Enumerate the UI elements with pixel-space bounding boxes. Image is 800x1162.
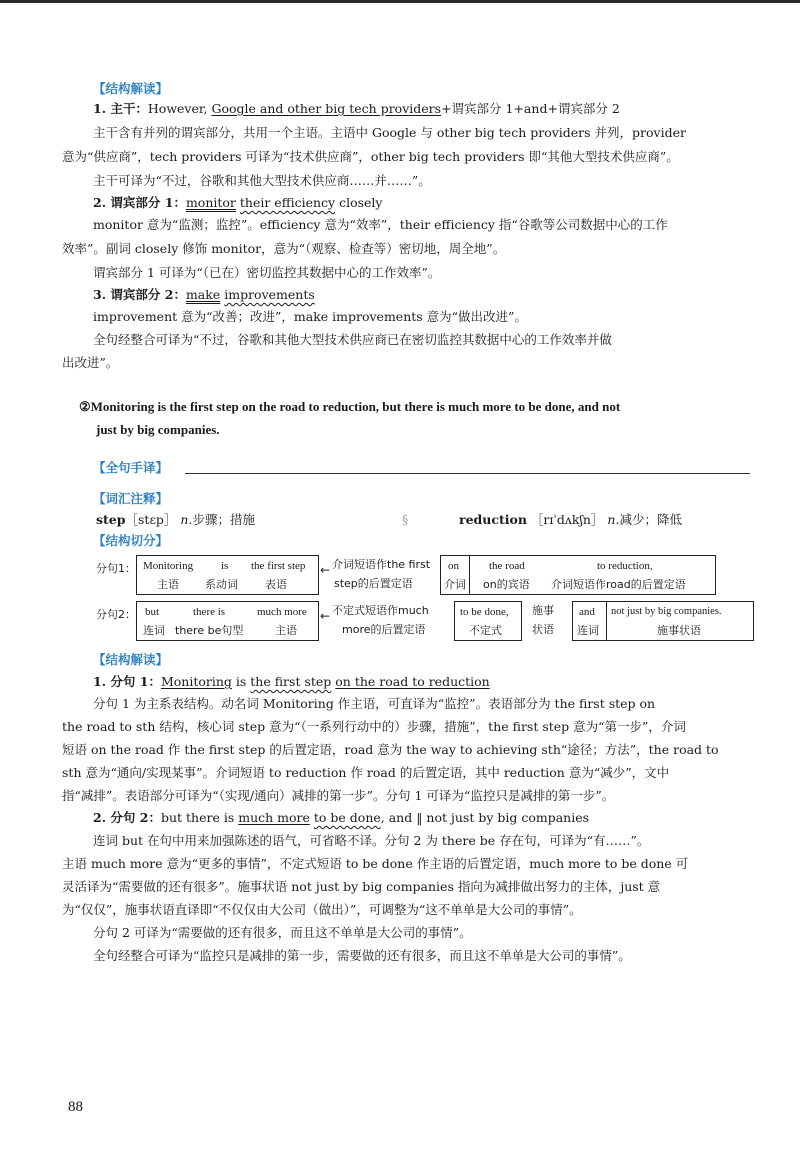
page-number: 88 [68, 1099, 83, 1115]
heading-text: but there is [160, 810, 239, 825]
note: step的后置定语 [334, 577, 413, 590]
object-underlined: improvements [224, 287, 315, 302]
word: much more [257, 606, 307, 618]
paragraph: 分句 1 为主系表结构。动名词 Monitoring 作主语，可直译为“监控”。表语部分为 the first step on [93, 696, 656, 711]
note: 状语 [532, 623, 554, 636]
section-title-vocab: 【词汇注释】 [93, 491, 169, 506]
section-title-structure-2: 【结构解读】 [93, 652, 169, 667]
section-title-split: 【结构切分】 [93, 533, 169, 548]
word: is [221, 560, 229, 572]
vocab-pos: n. [180, 512, 193, 527]
subject-underlined: much more [238, 810, 310, 825]
role: 表语 [265, 578, 287, 591]
predicative-underlined: the first step [250, 674, 332, 689]
vocab-pos: n. [607, 512, 620, 527]
clause-2-box-infinitive [454, 601, 522, 641]
vocab-word: reduction [459, 512, 527, 527]
subject-underlined: Monitoring [160, 674, 232, 689]
vocab-phonetic: ［rɪˈdʌkʃn］ [530, 512, 604, 527]
clause-1-box-core [136, 555, 319, 595]
paragraph: 效率”。副词 closely 修饰 monitor，意为“（观察、检查等）密切地，周全地”。 [62, 241, 506, 256]
paragraph: 指“减排”。表语部分可译为“（实现/通向）减排的第一步”。分句 1 可译为“监控只是减排的第一步”。 [62, 788, 615, 803]
subject-underlined: Google and other big tech providers [211, 101, 442, 116]
paragraph: sth 意为“通向/实现某事”。介词短语 to reduction 作 road 的后置定语，其中 reduction 意为“减少”，文中 [62, 765, 670, 780]
paragraph: 全句经整合可译为“不过，谷歌和其他大型技术供应商已在密切监控其数据中心的工作效率并做 [93, 332, 612, 347]
heading-label: 3. 谓宾部分 2： [93, 287, 186, 302]
clause-2-label: 分句2： [96, 608, 136, 621]
role: 连词 [577, 624, 599, 637]
paragraph: 分句 2 可译为“需要做的还有很多，而且这不单单是大公司的事情”。 [93, 925, 472, 940]
translation-blank-line [185, 473, 750, 474]
role: 主语 [275, 624, 297, 637]
word: and [579, 606, 595, 618]
paragraph: 为“仅仅”，施事状语直译即“不仅仅由大公司（做出）”，可调整为“这不单单是大公司的事情”。 [62, 902, 582, 917]
modifier-underlined: on the road to reduction [335, 674, 490, 689]
heading-clause-1 [93, 671, 490, 693]
heading-clause-2 [93, 807, 589, 829]
role: 主语 [157, 578, 179, 591]
paragraph: 谓宾部分 1 可译为“（已在）密切监控其数据中心的工作效率”。 [93, 265, 441, 280]
heading-predicate-1 [93, 192, 382, 214]
heading-text: , and ‖ not just by big companies [380, 810, 590, 825]
paragraph: 意为“供应商”，tech providers 可译为“技术供应商”，other big tech providers 即“其他大型技术供应商”。 [62, 149, 679, 164]
section-title-structure-1: 【结构解读】 [93, 81, 169, 96]
divider [469, 556, 470, 594]
heading-label: 1. 分句 1： [93, 674, 161, 689]
heading-main-clause [93, 98, 620, 120]
word: to be done, [460, 606, 509, 618]
predicate-underlined: monitor [185, 195, 236, 210]
clause-1-label: 分句1： [96, 562, 136, 575]
heading-text: However, [147, 101, 212, 116]
object-underlined: their efficiency [239, 195, 336, 210]
role: 介词短语作road的后置定语 [551, 578, 686, 591]
paragraph: 主干含有并列的谓宾部分，共用一个主语。主语中 Google 与 other big tech providers 并列，provider [93, 125, 686, 140]
arrow-left-icon: ← [320, 609, 331, 623]
top-rule [0, 0, 800, 3]
vocab-phonetic: ［stɛp］ [125, 512, 177, 527]
role: 连词 [143, 624, 165, 637]
paragraph: 灵活译为“需要做的还有很多”。施事状语 not just by big companies 指向为减排做出努力的主体，just 意 [62, 879, 661, 894]
note: 介词短语作the first [332, 558, 431, 571]
vocab-entry-step [96, 509, 255, 531]
note: 施事 [532, 604, 554, 617]
role: 介词 [444, 578, 466, 591]
role: 施事状语 [657, 624, 701, 637]
word: not just by big companies. [611, 606, 722, 617]
role: 不定式 [469, 624, 502, 637]
heading-text: is [231, 674, 251, 689]
word: to reduction, [597, 560, 653, 572]
heading-text: closely [335, 195, 383, 210]
arrow-left-icon: ← [320, 563, 331, 577]
heading-label: 2. 分句 2： [93, 810, 161, 825]
clause-2-box-core [136, 601, 319, 641]
paragraph: 出改进”。 [62, 355, 119, 370]
paragraph: improvement 意为“改善；改进”，make improvements 意为“做出改进”。 [93, 309, 527, 324]
clause-1-box-modifier [440, 555, 716, 595]
paragraph: 主干可译为“不过，谷歌和其他大型技术供应商……并……”。 [93, 173, 431, 188]
vocab-separator: § [402, 512, 409, 527]
word: the road [489, 560, 525, 572]
note: 不定式短语作much [332, 604, 429, 617]
paragraph: 主语 much more 意为“更多的事情”，不定式短语 to be done 作主语的后置定语，much more to be done 可 [62, 856, 689, 871]
vocab-definition: 减少；降低 [619, 512, 682, 527]
heading-label: 2. 谓宾部分 1： [93, 195, 186, 210]
word: there is [193, 606, 226, 618]
word: the first step [251, 560, 306, 572]
paragraph: 短语 on the road 作 the first step 的后置定语，road 意为 the way to achieving sth“途径；方法”，the road to [62, 742, 719, 757]
word: but [145, 606, 160, 618]
role: there be句型 [175, 624, 244, 637]
paragraph: the road to sth 结构，核心词 step 意为“（一系列行动中的）步骤，措施”，the first step 意为“第一步”，介词 [62, 719, 686, 734]
role: 系动词 [205, 578, 238, 591]
heading-text: +谓宾部分 1+and+谓宾部分 2 [441, 101, 620, 116]
word: Monitoring [143, 560, 194, 572]
predicate-underlined: make [185, 287, 221, 302]
paragraph: 全句经整合可译为“监控只是减排的第一步，需要做的还有很多，而且这不单单是大公司的事情”。 [93, 948, 631, 963]
role: on的宾语 [483, 578, 530, 591]
example-sentence-line-1: ②Monitoring is the first step on the road to reduction, but there is much more to be done, and not [79, 399, 621, 414]
word: on [448, 560, 459, 572]
section-title-translate: 【全句手译】 [93, 460, 169, 475]
divider [606, 602, 607, 640]
paragraph: monitor 意为“监测；监控”。efficiency 意为“效率”，their efficiency 指“谷歌等公司数据中心的工作 [93, 217, 668, 232]
paragraph: 连词 but 在句中用来加强陈述的语气，可省略不译。分句 2 为 there be 存在句，可译为“有……”。 [93, 833, 650, 848]
heading-predicate-2 [93, 284, 315, 306]
example-sentence-line-2: just by big companies. [96, 422, 220, 437]
clause-2-box-adverbial [572, 601, 754, 641]
vocab-word: step [96, 512, 126, 527]
vocab-definition: 步骤；措施 [192, 512, 255, 527]
vocab-entry-reduction [459, 509, 682, 531]
note: more的后置定语 [342, 623, 426, 636]
heading-label: 1. 主干： [93, 101, 148, 116]
modifier-underlined: to be done [313, 810, 381, 825]
